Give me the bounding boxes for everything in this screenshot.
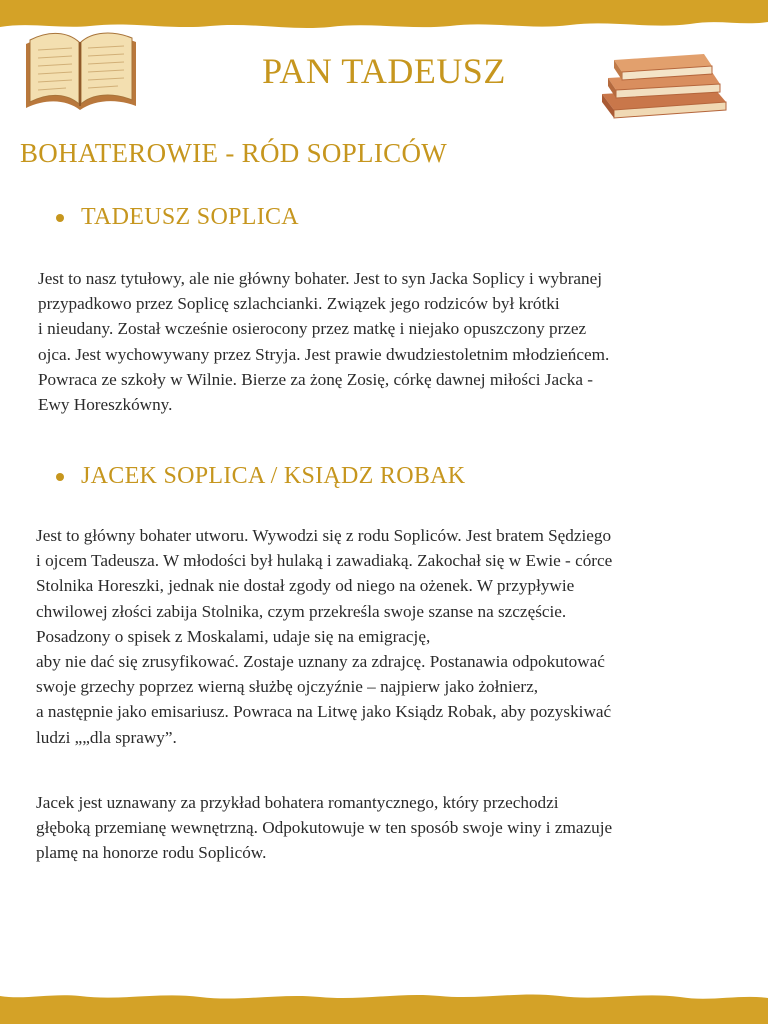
page-title: PAN TADEUSZ: [262, 51, 506, 91]
character-summary-jacek: [36, 790, 736, 866]
text-line: ojca. Jest wychowywany przez Stryja. Jest prawie dwudziestoletnim młodzieńcem.: [38, 344, 610, 364]
text-line: swoje grzechy poprzez wierną służbę ojczyźnie – najpierw jako żołnierz,: [36, 677, 539, 697]
character-name: TADEUSZ SOPLICA: [81, 204, 299, 230]
character-heading-jacek: [56, 463, 465, 490]
text-line: Ewy Horeszkówny.: [38, 395, 173, 415]
text-line: Jacek jest uznawany za przykład bohatera romantycznego, który przechodzi: [36, 793, 559, 812]
text-line: Jest to nasz tytułowy, ale nie główny bohater. Jest to syn Jacka Soplicy i wybranej: [38, 269, 603, 288]
section-title: BOHATEROWIE - RÓD SOPLICÓW: [20, 138, 448, 168]
bullet-dot-icon: [56, 214, 64, 222]
text-line: przypadkowo przez Soplicę szlachcianki. Związek jego rodziców był krótki: [38, 294, 560, 314]
text-line: Powraca ze szkoły w Wilnie. Bierze za żonę Zosię, córkę dawnej miłości Jacka -: [38, 369, 593, 389]
text-line: głęboką przemianę wewnętrzną. Odpokutowuje w ten sposób swoje winy i zmazuje: [36, 818, 613, 838]
character-heading-tadeusz: [56, 204, 299, 231]
character-description-tadeusz: [38, 266, 738, 417]
text-line: Stolnika Horeszki, jednak nie dostał zgody od niego na ożenek. W przypływie: [36, 576, 575, 596]
character-name: JACEK SOPLICA / KSIĄDZ ROBAK: [81, 463, 466, 489]
text-line: i nieudany. Został wcześnie osierocony przez matkę i niejako opuszczony przez: [38, 319, 587, 339]
bottom-brush-border: [0, 990, 768, 1024]
text-line: chwilowej złości zabija Stolnika, czym przekreśla swoje szanse na szczęście.: [36, 601, 567, 621]
text-line: Posadzony o spisek z Moskalami, udaje się na emigrację,: [36, 626, 431, 646]
text-line: a następnie jako emisariusz. Powraca na Litwę jako Ksiądz Robak, aby pozyskiwać: [36, 702, 612, 722]
character-description-jacek: [36, 523, 736, 750]
text-line: i ojcem Tadeusza. W młodości był hulaką i zawadiaką. Zakochał się w Ewie - córce: [36, 551, 613, 571]
text-line: ludzi „„dla sprawy”.: [36, 727, 177, 747]
text-line: aby nie dać się zrusyfikować. Zostaje uznany za zdrajcę. Postanawia odpokutować: [36, 652, 605, 672]
bullet-dot-icon: [56, 473, 64, 481]
text-line: plamę na honorze rodu Sopliców.: [36, 843, 267, 863]
book-stack-icon: [594, 48, 730, 120]
text-line: Jest to główny bohater utworu. Wywodzi się z rodu Sopliców. Jest bratem Sędziego: [36, 526, 612, 545]
